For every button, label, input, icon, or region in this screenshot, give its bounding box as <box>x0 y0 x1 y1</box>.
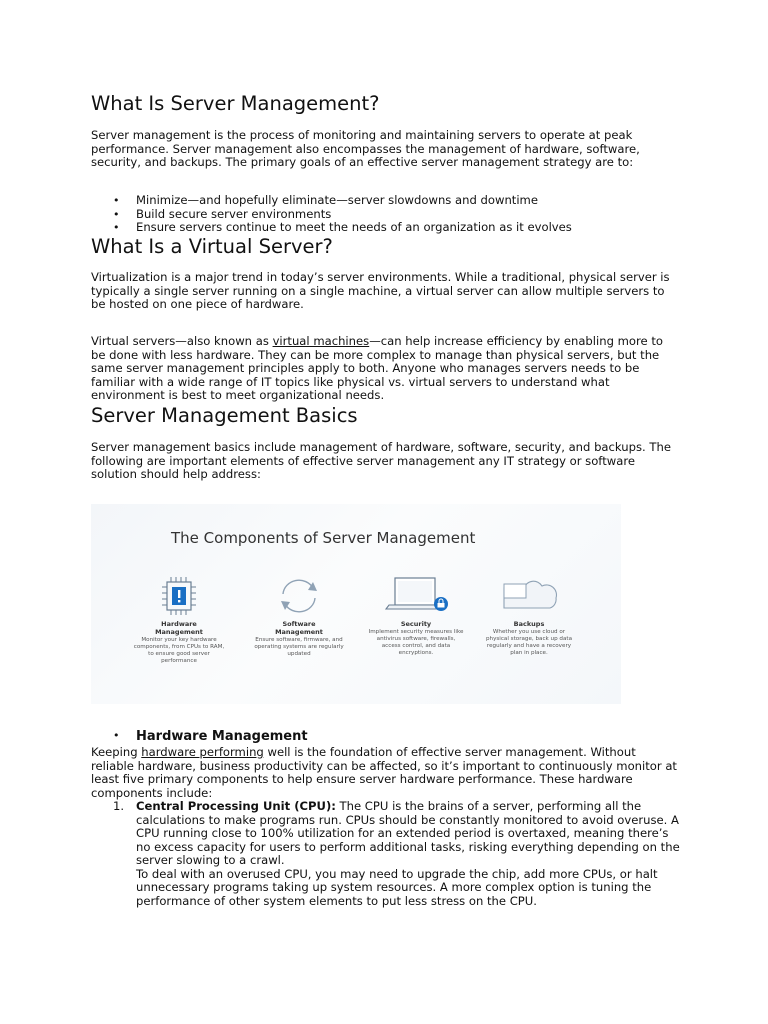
virtualization-paragraph: Virtualization is a major trend in today’s server environments. While a traditional, physical server is typically a single server running on a single machine, a virtual server can allow multiple servers to be hosted on one piece of hardware. <box>91 270 670 311</box>
laptop-lock-icon <box>368 574 464 618</box>
component-name: Security <box>400 620 432 628</box>
component-desc: Implement security measures like antivirus software, firewalls, access control, and data encryptions. <box>368 629 464 656</box>
virtual-machines-link[interactable]: virtual machines <box>272 334 370 348</box>
component-desc: Ensure software, firmware, and operating systems are regularly updated <box>254 637 344 657</box>
hardware-management-heading: • Hardware Management <box>91 729 308 744</box>
hardware-paragraph: Keeping hardware performing well is the foundation of effective server management. Without reliable hardware, business productivity can be affected, so it’s important to continuously monitor at least five primary components to help ensure server hardware performance. These hardware components include: <box>91 745 677 800</box>
component-name: Software Management <box>275 620 323 636</box>
intro-paragraph: Server management is the process of monitoring and maintaining servers to operate at peak performance. Server management also encompasses the management of hardware, software, security, and backups. The primary goals of an effective server management strategy are to: <box>91 128 640 169</box>
item-number: 1. <box>113 799 125 813</box>
list-item: 1. Central Processing Unit (CPU): The CPU is the brains of a server, performing all the calculations to make programs run. CPUs should be constantly monitored to avoid overuse. A CPU running close to 100% utilization for an extended period is overtaxed, meaning there’s no excess capacity for users to perform additional tasks, risking everything depending on the server slowing to a crawl. To deal with an overused CPU, you may need to upgrade the chip, add more CPUs, or halt unnecessary programs taking up system resources. A more complex option is tuning the performance of other system elements to put less stress on the CPU. <box>113 799 680 908</box>
component-desc: Whether you use cloud or physical storage, back up data regularly and have a recovery plan in place. <box>485 629 573 656</box>
list-item: • Ensure servers continue to meet the needs of an organization as it evolves <box>91 221 691 235</box>
chip-icon <box>131 574 227 618</box>
figure-title: The Components of Server Management <box>171 529 476 547</box>
virtual-servers-paragraph: Virtual servers—also known as virtual machines—can help increase efficiency by enabling more to be done with less hardware. They can be more complex to manage than physical servers, but the same server management principles apply to both. Anyone who manages servers needs to be familiar with a wide range of IT topics like physical vs. virtual servers to understand what environment is best to meet organizational needs. <box>91 334 663 402</box>
component-desc: Monitor your key hardware components, from CPUs to RAM, to ensure good server performance <box>133 637 225 664</box>
goals-list <box>91 194 691 235</box>
heading-server-management: What Is Server Management? <box>91 92 380 115</box>
components-figure <box>91 504 621 704</box>
list-item: • Minimize—and hopefully eliminate—server slowdowns and downtime <box>91 194 691 208</box>
component-name: Hardware Management <box>155 620 203 636</box>
heading-server-management-basics: Server Management Basics <box>91 404 358 427</box>
component-name: Backups <box>513 620 545 628</box>
component-backups <box>481 574 577 657</box>
refresh-icon <box>251 574 347 618</box>
item-title: Central Processing Unit (CPU): <box>136 799 336 813</box>
hardware-components-list <box>91 800 681 908</box>
component-security <box>368 574 464 657</box>
hardware-performing-link[interactable]: hardware performing <box>141 745 264 759</box>
component-hardware <box>131 574 227 665</box>
cloud-icon <box>481 574 577 618</box>
item-followup: To deal with an overused CPU, you may need to upgrade the chip, add more CPUs, or halt unnecessary programs taking up system resources. A more complex option is tuning the performance of other system elements to put less stress on the CPU. <box>136 866 658 908</box>
basics-paragraph: Server management basics include management of hardware, software, security, and backups. The following are important elements of effective server management any IT strategy or software solution should help address: <box>91 440 671 481</box>
component-software <box>251 574 347 658</box>
heading-virtual-server: What Is a Virtual Server? <box>91 235 333 258</box>
list-item: • Build secure server environments <box>91 208 691 222</box>
